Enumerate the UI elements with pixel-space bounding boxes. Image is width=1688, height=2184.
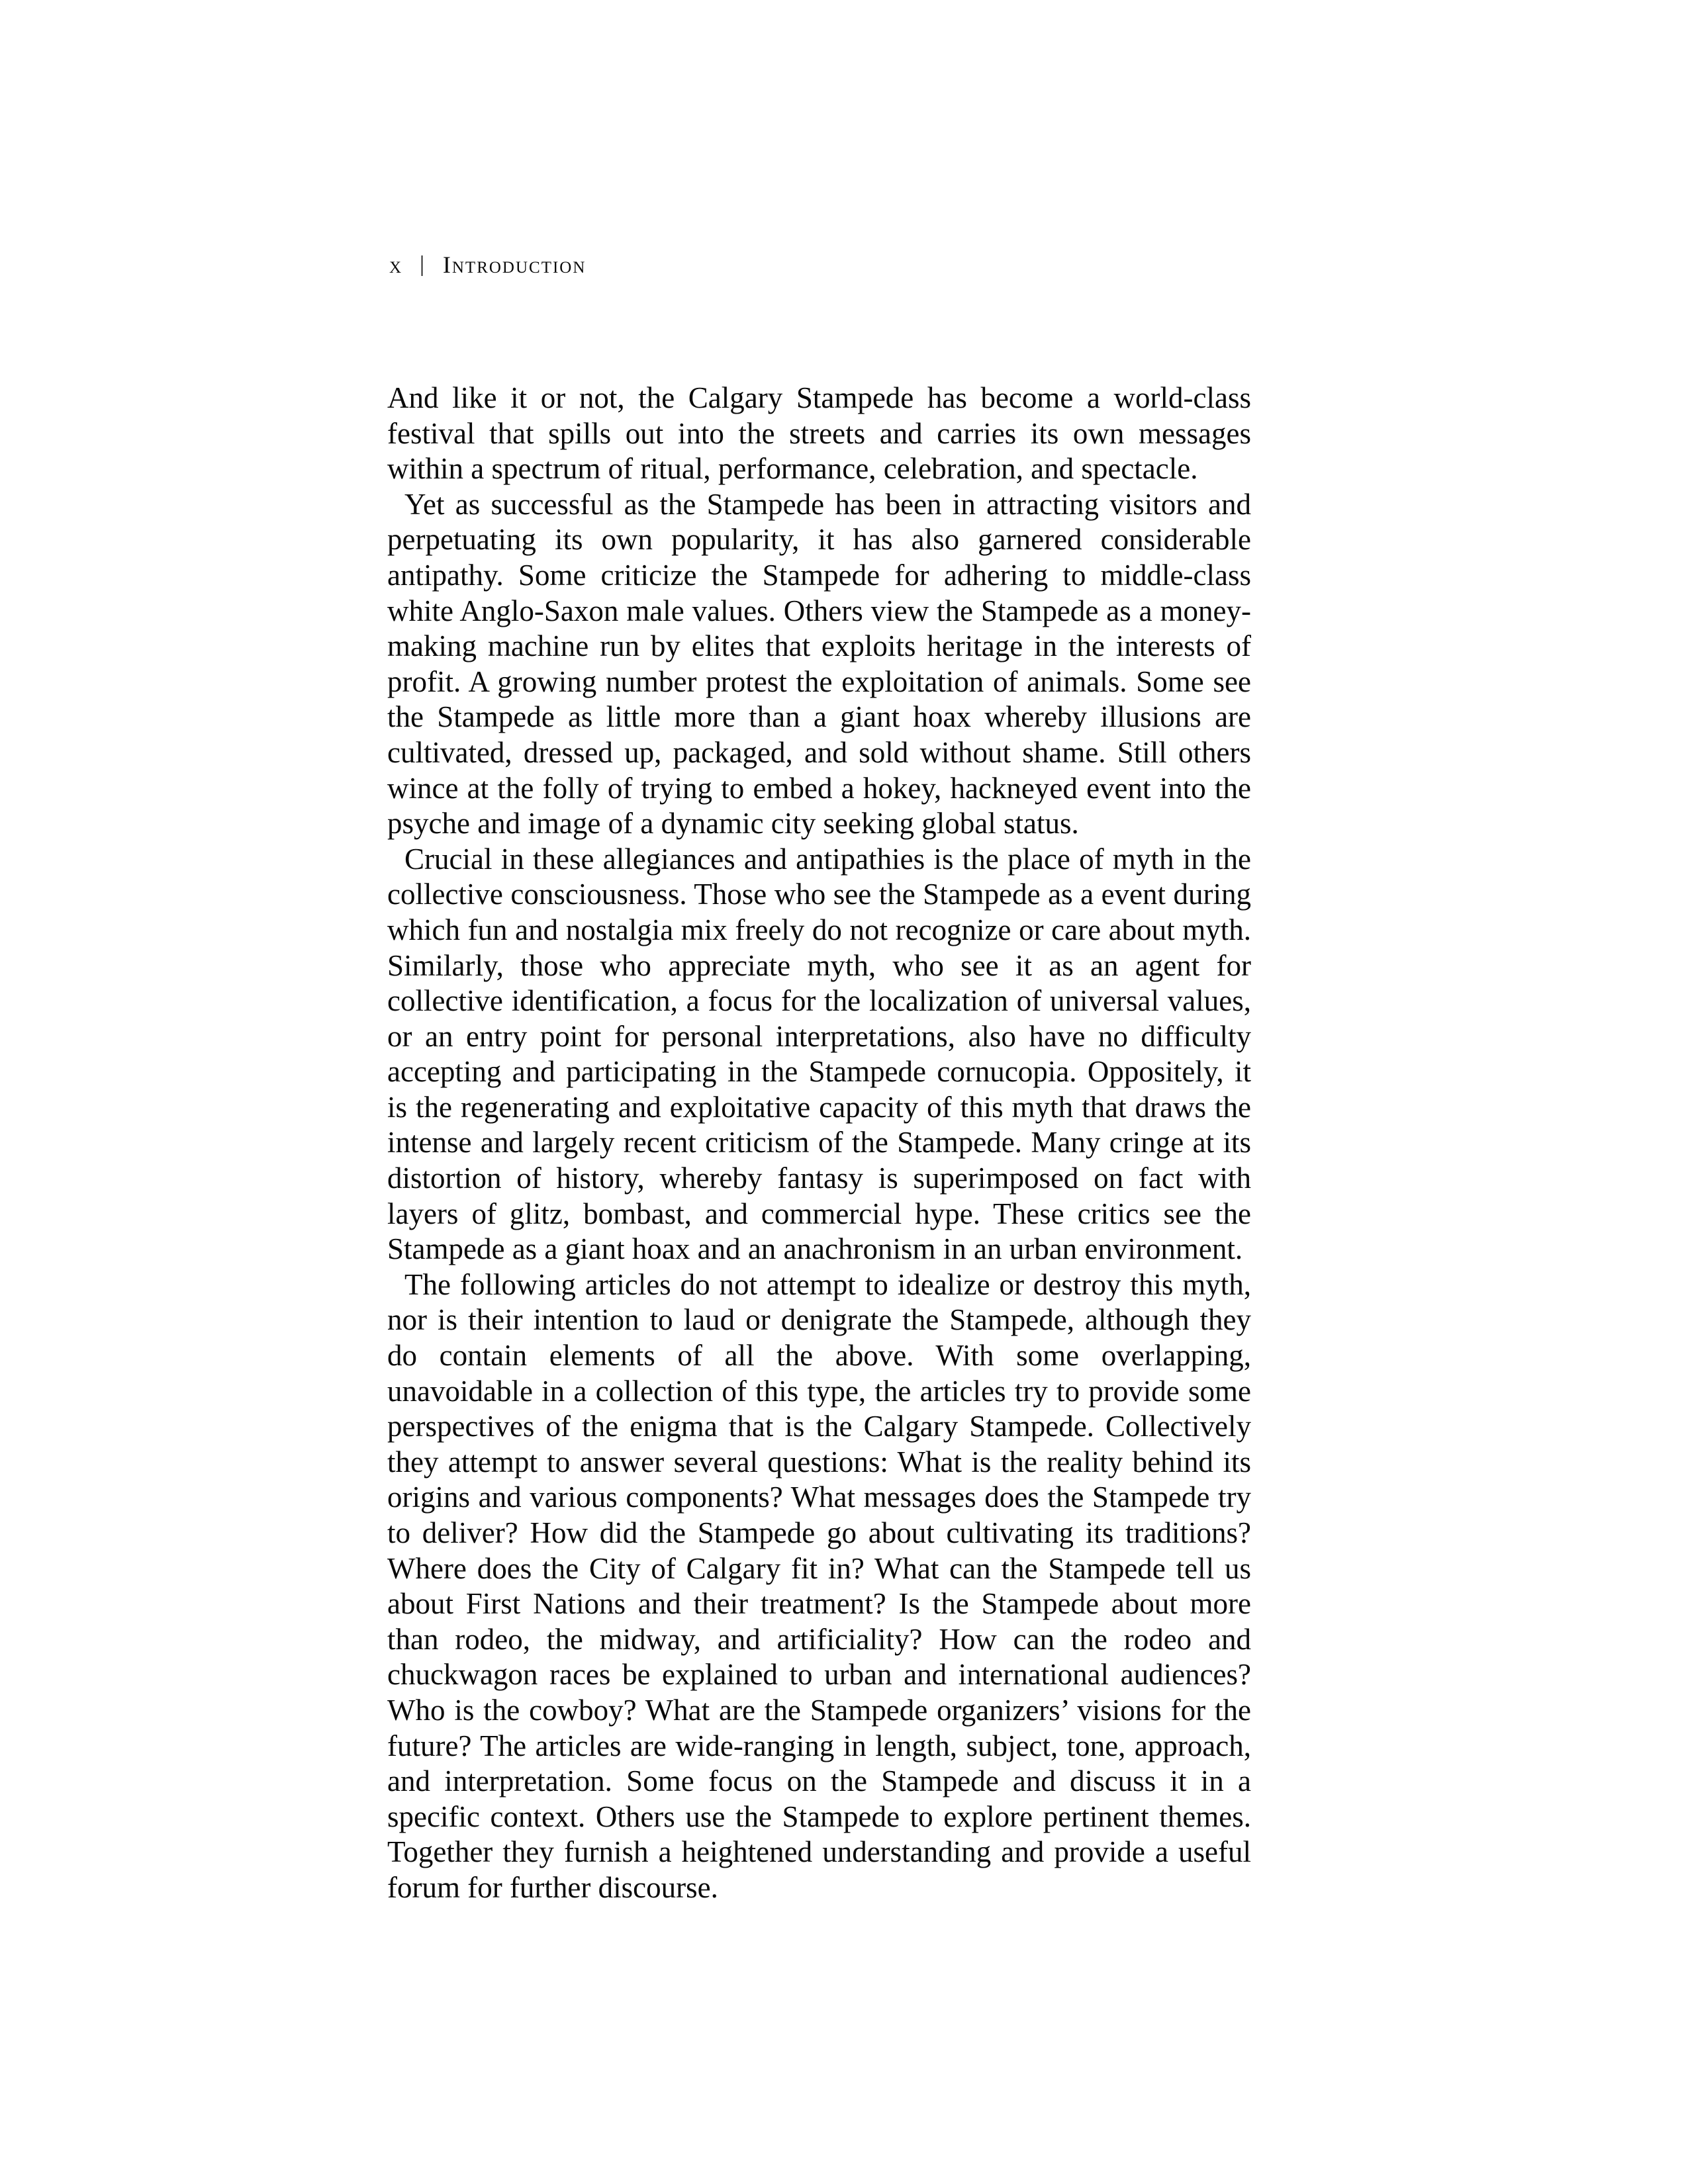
- paragraph: Yet as successful as the Stampede has been in attracting visitors and perpetuating its own popularity, it has also garnered considerable antipathy. Some criticize the Stampede for adhering to middle-class white Anglo-Saxon male values. Others view the Stampede as a money-making machine run by elites that exploits heritage in the interests of profit. A growing number protest the exploitation of animals. Some see the Stampede as little more than a giant hoax whereby illusions are cultivated, dressed up, packaged, and sold without shame. Still others wince at the folly of trying to embed a hokey, hackneyed event into the psyche and image of a dynamic city seeking global status.: [387, 487, 1251, 841]
- running-header: [389, 250, 586, 281]
- body-text-block: [387, 381, 1251, 1906]
- section-title: Introduction: [442, 251, 586, 278]
- page-number: x: [389, 251, 403, 278]
- paragraph: And like it or not, the Calgary Stampede has become a world-class festival that spills out into the streets and carries its own messages within a spectrum of ritual, performance, celebration, and spectacle.: [387, 381, 1251, 486]
- header-separator: |: [420, 252, 426, 277]
- paragraph: Crucial in these allegiances and antipathies is the place of myth in the collective consciousness. Those who see the Stampede as a event during which fun and nostalgia mix freely do not recognize or care about myth. Similarly, those who appreciate myth, who see it as an agent for collective identification, a focus for the localization of universal values, or an entry point for personal interpretations, also have no difficulty accepting and participating in the Stampede cornucopia. Oppositely, it is the regenerating and exploitative capacity of this myth that draws the intense and largely recent criticism of the Stampede. Many cringe at its distortion of history, whereby fantasy is superimposed on fact with layers of glitz, bombast, and commercial hype. These critics see the Stampede as a giant hoax and an anachronism in an urban environment.: [387, 842, 1251, 1266]
- paragraph: The following articles do not attempt to idealize or destroy this myth, nor is their intention to laud or denigrate the Stampede, although they do contain elements of all the above. With some overlapping, unavoidable in a collection of this type, the articles try to provide some perspectives of the enigma that is the Calgary Stampede. Collectively they attempt to answer several questions: What is the reality behind its origins and various components? What messages does the Stampede try to deliver? How did the Stampede go about cultivating its traditions? Where does the City of Calgary fit in? What can the Stampede tell us about First Nations and their treatment? Is the Stampede about more than rodeo, the midway, and artificiality? How can the rodeo and chuckwagon races be explained to urban and international audiences? Who is the cowboy? What are the Stampede organizers’ visions for the future? The articles are wide-ranging in length, subject, tone, approach, and interpretation. Some focus on the Stampede and discuss it in a specific context. Others use the Stampede to explore pertinent themes. Together they furnish a heightened understanding and provide a useful forum for further discourse.: [387, 1267, 1251, 1904]
